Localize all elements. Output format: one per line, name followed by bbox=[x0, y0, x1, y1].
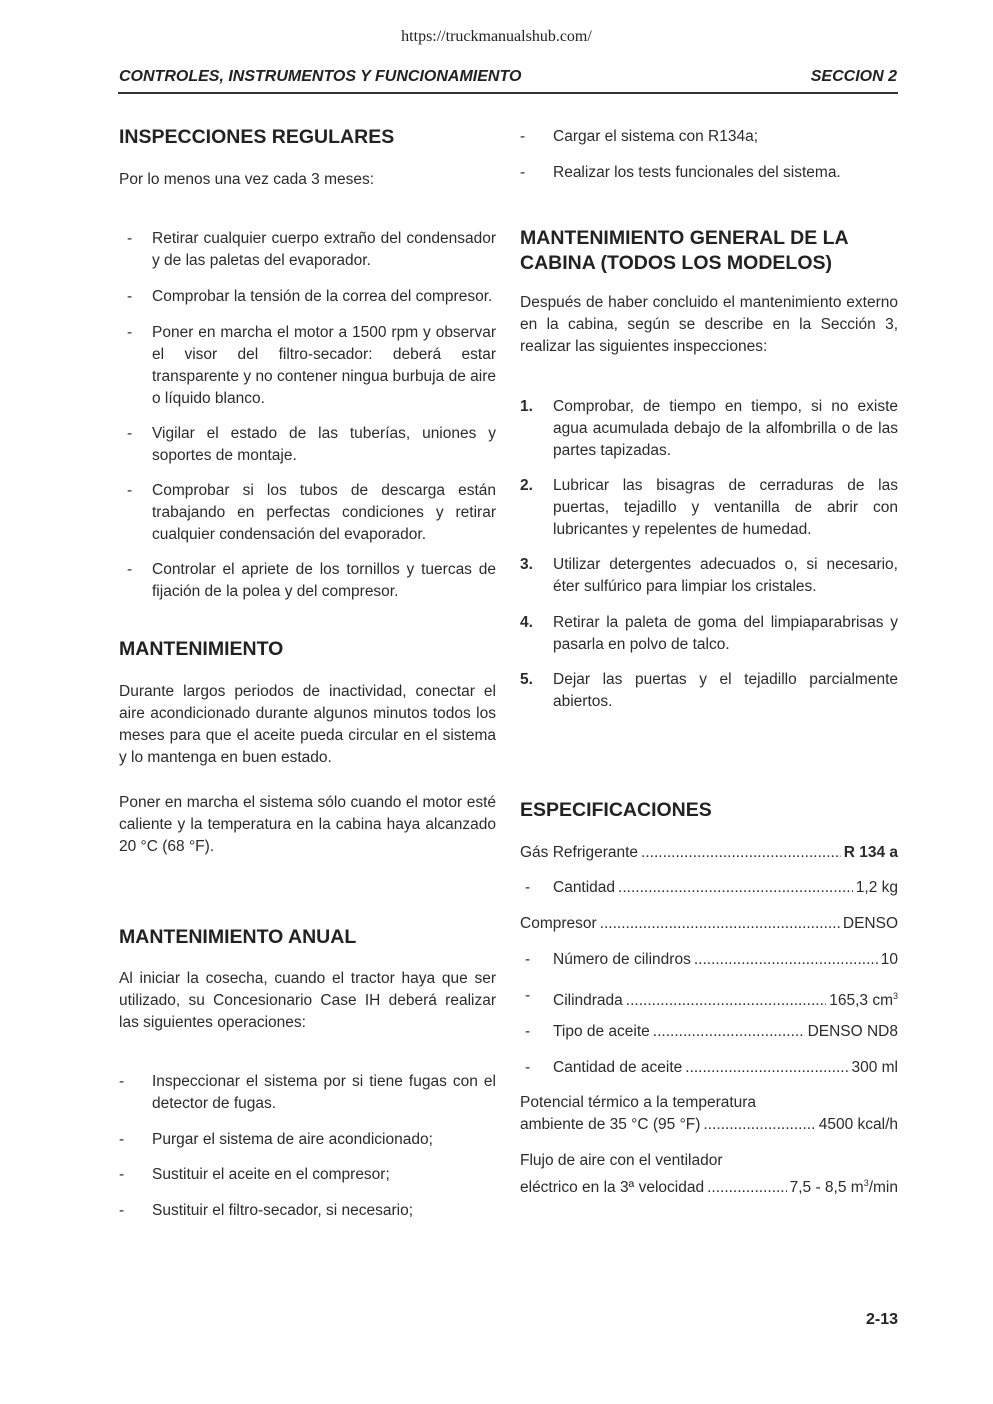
list-item: - Vigilar el estado de las tuberías, uniones y soportes de montaje. bbox=[127, 425, 496, 464]
spec-row-flujo: eléctrico en la 3ª velocidad ..... 7,5 - 8,5 $m^3/\min$ bbox=[520, 1172, 898, 1199]
spec-row-cantidad-aceite: - Cantidad de aceite ..... 300 ml bbox=[520, 1057, 898, 1079]
list-item: - Realizar los tests funcionales del sistema. bbox=[520, 164, 841, 181]
spec-row-tipo-aceite: - Tipo de aceite ..... DENSO ND8 bbox=[520, 1021, 898, 1043]
mantenimiento-heading: MANTENIMIENTO bbox=[119, 638, 284, 660]
numbered-item: 4. Retirar la paleta de goma del limpiaparabrisas y pasarla en polvo de talco. bbox=[520, 614, 898, 653]
spec-row-potencia: ambiente de 35 °C (95 °F) ..... 4500 kcal/h bbox=[520, 1114, 898, 1136]
list-item: - Purgar el sistema de aire acondicionado; bbox=[119, 1131, 433, 1148]
spec-flujo-line-1: Flujo de aire con el ventilador bbox=[520, 1152, 723, 1169]
anual-intro: Al iniciar la cosecha, cuando el tractor haya que ser utilizado, su Concesionario Case IH deberá realizar las siguientes operaciones: bbox=[119, 970, 496, 1031]
spec-potencia-line-1: Potencial térmico a la temperatura bbox=[520, 1094, 757, 1111]
header-section-number: SECCION 2 bbox=[810, 68, 897, 85]
source-url: https://truckmanualshub.com/ bbox=[401, 28, 592, 45]
list-item: - Sustituir el filtro-secador, si necesario; bbox=[119, 1202, 414, 1219]
list-item: - Controlar el apriete de los tornillos y tuercas de fijación de la polea y del compresor. bbox=[127, 561, 496, 600]
inspecciones-heading: INSPECCIONES REGULARES bbox=[119, 126, 395, 148]
inspecciones-intro: Por lo menos una vez cada 3 meses: bbox=[119, 171, 375, 188]
cabina-heading-line-1: MANTENIMIENTO GENERAL DE LA bbox=[520, 227, 849, 249]
numbered-item: 2. Lubricar las bisagras de cerraduras de las puertas, tejadillo y ventanilla de abrir con lubricantes y repelentes de humedad. bbox=[520, 477, 898, 538]
list-item: - Retirar cualquier cuerpo extraño del condensador y de las paletas del evaporador. bbox=[127, 230, 496, 269]
header-section-title: CONTROLES, INSTRUMENTOS Y FUNCIONAMIENTO bbox=[119, 68, 522, 85]
numbered-item: 1. Comprobar, de tiempo en tiempo, si no existe agua acumulada debajo de la alfombrilla o de las partes tapizadas. bbox=[520, 398, 898, 459]
mantenimiento-paragraph-2: Poner en marcha el sistema sólo cuando el motor esté caliente y la temperatura en la cabina haya alcanzado 20 °C (68 °F). bbox=[119, 794, 496, 855]
list-item: - Poner en marcha el motor a 1500 rpm y observar el visor del filtro-secador: deberá estar transparente y no contener ningua burbuja de aire o líquido blanco. bbox=[127, 324, 496, 407]
spec-row-compresor: Compresor ..... DENSO bbox=[520, 913, 898, 935]
page-number: 2-13 bbox=[865, 1311, 898, 1328]
anual-heading: MANTENIMIENTO ANUAL bbox=[119, 926, 357, 948]
spec-row-cantidad: - Cantidad ..... 1,2 kg bbox=[520, 877, 898, 899]
list-item: - Cargar el sistema con R134a; bbox=[520, 128, 759, 145]
list-item: - Sustituir el aceite en el compresor; bbox=[119, 1166, 390, 1183]
list-item: - Comprobar la tensión de la correa del compresor. bbox=[127, 288, 493, 305]
cabina-heading-line-2: CABINA (TODOS LOS MODELOS) bbox=[520, 252, 832, 274]
spec-row-cilindrada: - Cilindrada ..... 165,3 $cm^3$ bbox=[520, 985, 898, 1012]
list-item: - Inspeccionar el sistema por si tiene fugas con el detector de fugas. bbox=[119, 1073, 496, 1112]
spec-row-gas: Gás Refrigerante ..... R 134 a bbox=[520, 842, 898, 864]
especificaciones-heading: ESPECIFICACIONES bbox=[520, 799, 712, 821]
list-item: - Comprobar si los tubos de descarga están trabajando en perfectas condiciones y retirar cualquier condensación del evaporador. bbox=[127, 482, 496, 543]
numbered-item: 5. Dejar las puertas y el tejadillo parcialmente abiertos. bbox=[520, 671, 898, 710]
header-rule bbox=[118, 92, 898, 94]
mantenimiento-paragraph-1: Durante largos periodos de inactividad, conectar el aire acondicionado durante algunos minutos todos los meses para que el aceite pueda circular en el sistema y lo mantenga en buen estado. bbox=[119, 683, 496, 766]
cabina-intro: Después de haber concluido el mantenimiento externo en la cabina, según se describe en la Sección 3, realizar las siguientes inspecciones: bbox=[520, 294, 898, 355]
spec-row-cilindros: - Número de cilindros ..... 10 bbox=[520, 949, 898, 971]
numbered-item: 3. Utilizar detergentes adecuados o, si necesario, éter sulfúrico para limpiar los cristales. bbox=[520, 556, 898, 595]
